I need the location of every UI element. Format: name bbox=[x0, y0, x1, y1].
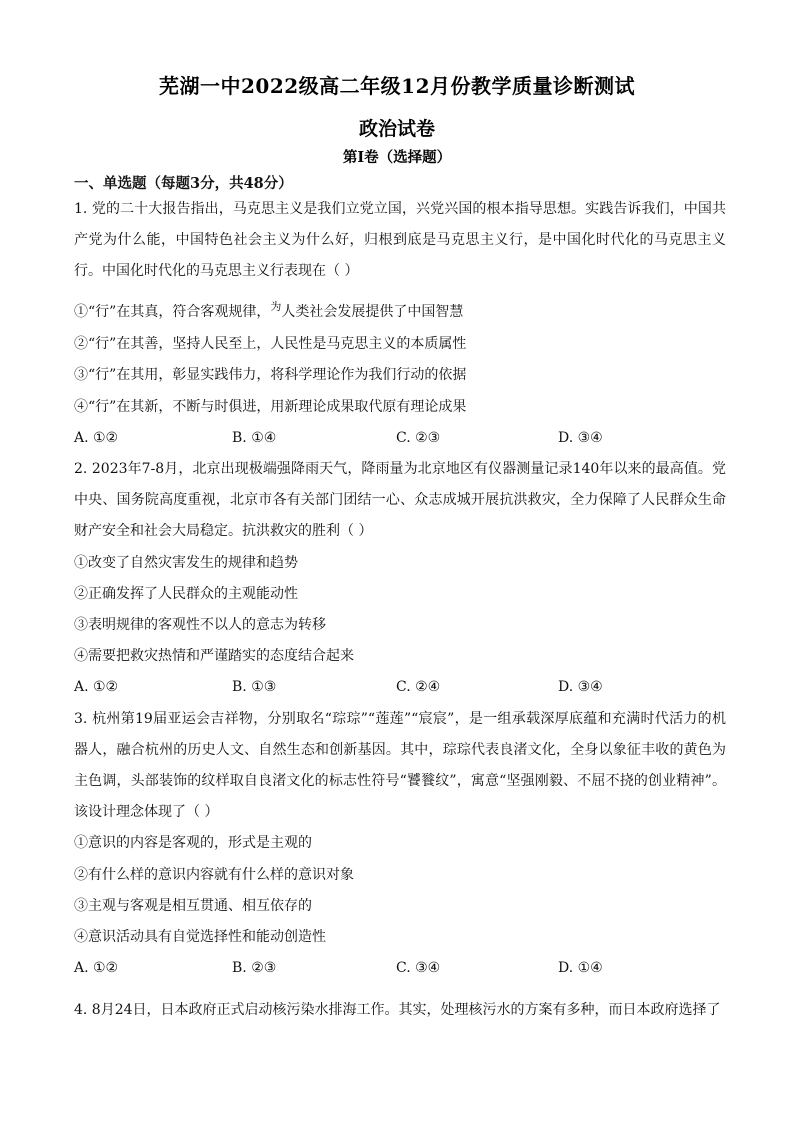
question-1-option-c: C. ②③ bbox=[396, 430, 441, 446]
question-2-statement-3: ③表明规律的客观性不以人的意志为转移 bbox=[74, 617, 326, 633]
question-1-statement-2: ②“行”在其善，坚持人民至上，人民性是马克思主义的本质属性 bbox=[74, 336, 467, 352]
question-3-statement-1: ①意识的内容是客观的，形式是主观的 bbox=[74, 835, 312, 851]
question-3-option-b: B. ②③ bbox=[232, 960, 277, 976]
question-3-option-a: A. ①② bbox=[74, 960, 119, 976]
question-1-statement-1: ①“行”在其真，符合客观规律，$^为$人类社会发展提供了中国智慧 bbox=[74, 300, 464, 320]
question-2-option-d: D. ③④ bbox=[558, 679, 603, 695]
question-3-statement-4: ④意识活动具有自觉选择性和能动创造性 bbox=[74, 929, 326, 945]
question-1-option-b: B. ①④ bbox=[232, 430, 277, 446]
question-1-statement-4: ④“行”在其新，不断与时俱进，用新理论成果取代原有理论成果 bbox=[74, 399, 467, 415]
exam-title: 芜湖一中2022级高二年级12月份教学质量诊断测试 bbox=[159, 74, 635, 98]
question-2-option-c: C. ②④ bbox=[396, 679, 441, 695]
question-2-statement-4: ④需要把救灾热情和严谨踏实的态度结合起来 bbox=[74, 648, 354, 664]
question-3-statement-3: ③主观与客观是相互贯通、相互依存的 bbox=[74, 898, 312, 914]
question-3-option-d: D. ①④ bbox=[558, 960, 603, 976]
question-3-stem: 3. 杭州第19届亚运会吉祥物，分别取名“琮琮”“莲莲”“宸宸”，是一组承载深厚底蕴和充满时代活力的机器人，融合杭州的历史人文、自然生态和创新基因。其中，琮琮代表良渚文化，全身以象征丰收的黄色为主色调，头部装饰的纹样取自良渚文化的标志性符号“饕餮纹”，寓意“坚强刚毅、不屈不挠的创业精神”。该设计理念体现了（ ） bbox=[74, 711, 726, 820]
exam-subtitle: 政治试卷 bbox=[358, 118, 435, 140]
question-1-option-d: D. ③④ bbox=[558, 430, 603, 446]
question-2-option-b: B. ①③ bbox=[232, 679, 277, 695]
question-1-stem: 1. 党的二十大报告指出，马克思主义是我们立党立国，兴党兴国的根本指导思想。实践告诉我们，中国共产党为什么能，中国特色社会主义为什么好，归根到底是马克思主义行，是中国化时代化的马克思主义行。中国化时代化的马克思主义行表现在（ ） bbox=[74, 201, 726, 279]
question-1-option-a: A. ①② bbox=[74, 430, 119, 446]
question-2-option-a: A. ①② bbox=[74, 679, 119, 695]
section-heading: 一、单选题（每题3分，共48分） bbox=[74, 175, 293, 192]
volume-heading: 第Ⅰ卷（选择题） bbox=[342, 149, 452, 166]
question-2-stem: 2. 2023年7-8月，北京出现极端强降雨天气，降雨量为北京地区有仪器测量记录140年以来的最高值。党中央、国务院高度重视，北京市各有关部门团结一心、众志成城开展抗洪救灾，全力保障了人民群众生命财产安全和社会大局稳定。抗洪救灾的胜利（ ） bbox=[74, 461, 726, 539]
question-1-statement-3: ③“行”在其用，彰显实践伟力，将科学理论作为我们行动的依据 bbox=[74, 367, 467, 383]
question-2-statement-2: ②正确发挥了人民群众的主观能动性 bbox=[74, 586, 298, 602]
question-3-statement-2: ②有什么样的意识内容就有什么样的意识对象 bbox=[74, 867, 354, 883]
question-3-option-c: C. ③④ bbox=[396, 960, 441, 976]
question-4-stem: 4. 8月24日，日本政府正式启动核污染水排海工作。其实，处理核污水的方案有多种，而日本政府选择了 bbox=[74, 1002, 721, 1018]
question-2-statement-1: ①改变了自然灾害发生的规律和趋势 bbox=[74, 555, 298, 571]
